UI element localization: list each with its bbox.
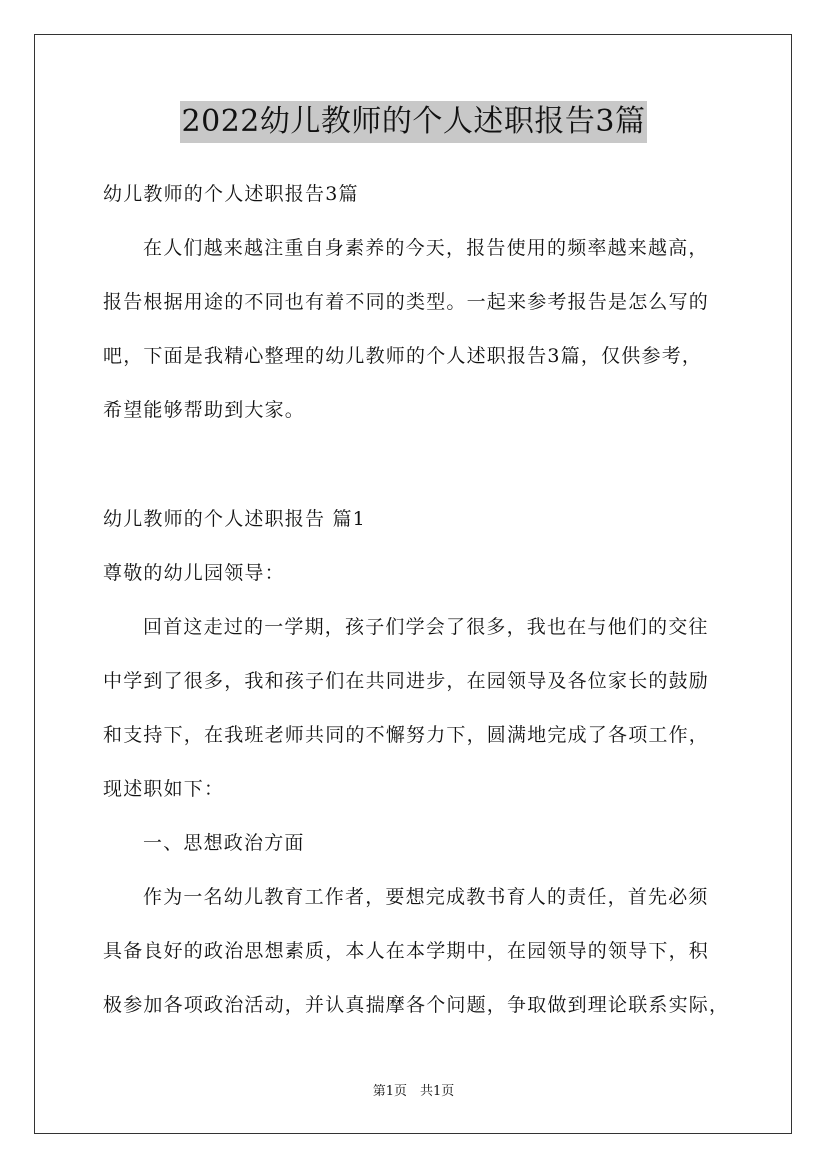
greeting: 尊敬的幼儿园领导： <box>103 562 285 584</box>
heading-1: 一、思想政治方面 <box>143 832 305 854</box>
page-footer: 第1页 共1页 <box>372 1084 455 1099</box>
document-title: 2022幼儿教师的个人述职报告3篇 <box>180 101 648 143</box>
document-subtitle: 幼儿教师的个人述职报告3篇 <box>103 183 359 205</box>
para1-line-3: 和支持下，在我班老师共同的不懈努力下，圆满地完成了各项工作， <box>103 724 710 746</box>
section-title: 幼儿教师的个人述职报告 篇1 <box>103 508 366 530</box>
para2-line-1: 作为一名幼儿教育工作者，要想完成教书育人的责任，首先必须 <box>143 886 709 908</box>
title-container <box>0 101 827 143</box>
para2-line-2: 具备良好的政治思想素质，本人在本学期中，在园领导的领导下，积 <box>103 940 710 962</box>
para1-line-2: 中学到了很多，我和孩子们在共同进步，在园领导及各位家长的鼓励 <box>103 670 710 692</box>
para2-line-3: 极参加各项政治活动，并认真揣摩各个问题，争取做到理论联系实际， <box>103 994 730 1016</box>
intro-line-3: 吧，下面是我精心整理的幼儿教师的个人述职报告3篇，仅供参考， <box>103 345 703 367</box>
para1-line-1: 回首这走过的一学期，孩子们学会了很多，我也在与他们的交往 <box>143 616 709 638</box>
intro-line-1: 在人们越来越注重自身素养的今天，报告使用的频率越来越高， <box>143 237 709 259</box>
para1-line-4: 现述职如下： <box>103 778 225 800</box>
intro-line-4: 希望能够帮助到大家。 <box>103 399 306 421</box>
intro-line-2: 报告根据用途的不同也有着不同的类型。一起来参考报告是怎么写的 <box>103 291 710 313</box>
